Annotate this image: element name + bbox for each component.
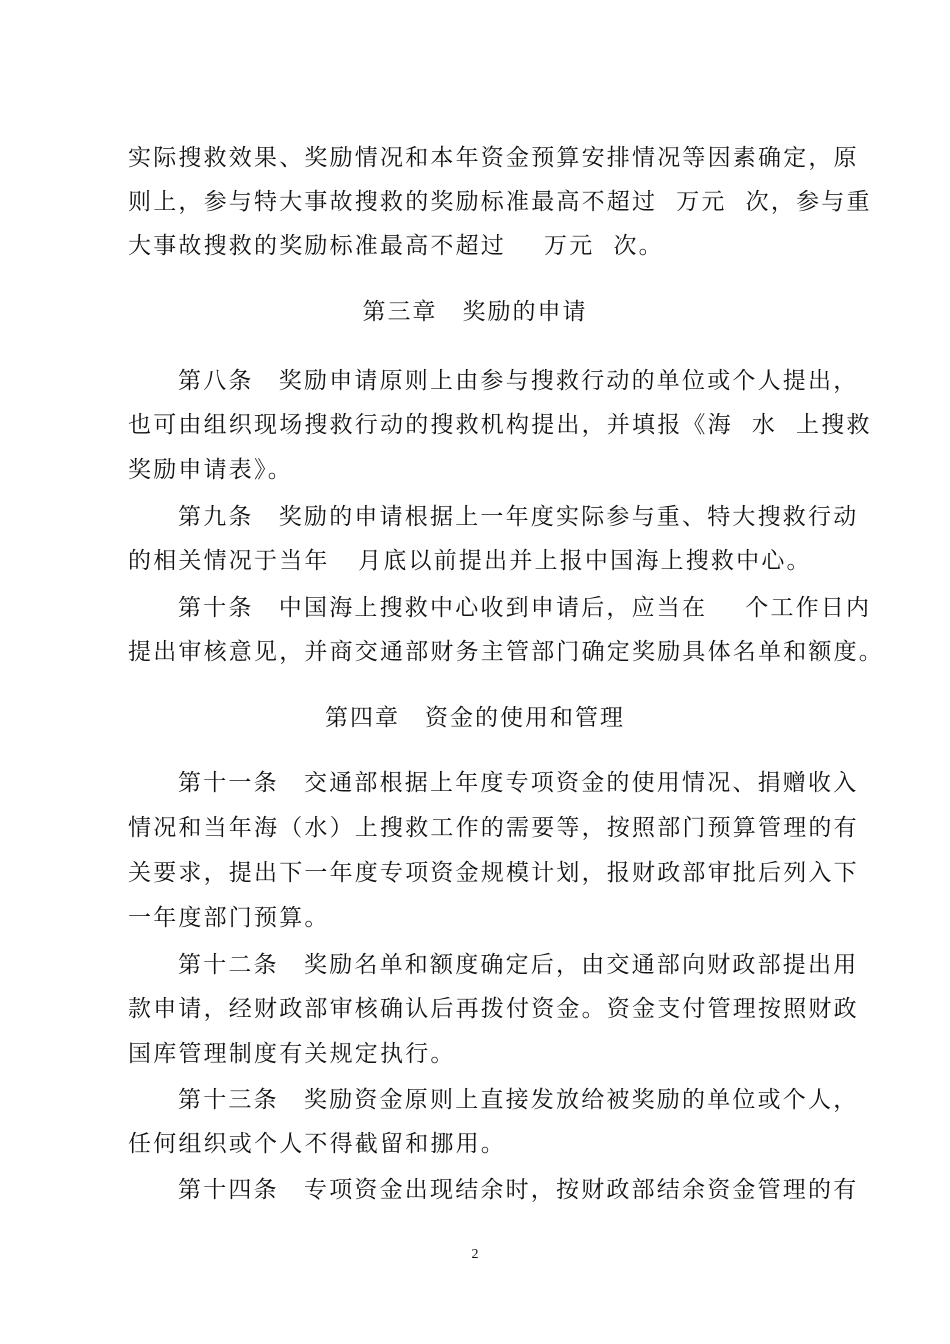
article-12-line: 款申请，经财政部审核确认后再拨付资金。资金支付管理按照财政 — [128, 996, 859, 1022]
article-12-line: 国库管理制度有关规定执行。 — [128, 1041, 456, 1067]
article-13-line: 第十三条 奖励资金原则上直接发放给被奖励的单位或个人， — [178, 1087, 859, 1113]
article-9-line: 的相关情况于当年 月底以前提出并上报中国海上搜救中心。 — [128, 548, 812, 574]
article-8-line: 奖励申请表》。 — [128, 457, 293, 483]
article-11-line: 情况和当年海（水）上搜救工作的需要等，按照部门预算管理的有 — [128, 815, 859, 841]
article-8-line: 第八条 奖励申请原则上由参与搜救行动的单位或个人提出， — [178, 368, 859, 394]
page-number: 2 — [471, 1247, 479, 1262]
article-11-line: 一年度部门预算。 — [128, 905, 330, 931]
chapter-heading-3: 第三章 奖励的申请 — [362, 299, 588, 325]
paragraph-line: 则上，参与特大事故搜救的奖励标准最高不超过 万元 次，参与重 — [128, 189, 872, 215]
article-10-line: 提出审核意见，并商交通部财务主管部门确定奖励具体名单和额度。 — [128, 639, 884, 665]
article-9-line: 第九条 奖励的申请根据上一年度实际参与重、特大搜救行动 — [178, 504, 859, 530]
article-11-line: 关要求，提出下一年度专项资金规模计划，报财政部审批后列入下 — [128, 860, 859, 886]
article-13-line: 任何组织或个人不得截留和挪用。 — [128, 1131, 506, 1157]
article-10-line: 第十条 中国海上搜救中心收到申请后，应当在 个工作日内 — [178, 595, 872, 621]
article-14-line: 第十四条 专项资金出现结余时，按财政部结余资金管理的有 — [178, 1177, 859, 1203]
chapter-heading-4: 第四章 资金的使用和管理 — [325, 705, 625, 731]
paragraph-line: 实际搜救效果、奖励情况和本年资金预算安排情况等因素确定，原 — [128, 145, 859, 171]
paragraph-line: 大事故搜救的奖励标准最高不超过 万元 次。 — [128, 233, 664, 259]
article-12-line: 第十二条 奖励名单和额度确定后，由交通部向财政部提出用 — [178, 952, 859, 978]
article-11-line: 第十一条 交通部根据上年度专项资金的使用情况、捐赠收入 — [178, 770, 859, 796]
article-8-line: 也可由组织现场搜救行动的搜救机构提出，并填报《海 水 上搜救 — [128, 412, 872, 438]
